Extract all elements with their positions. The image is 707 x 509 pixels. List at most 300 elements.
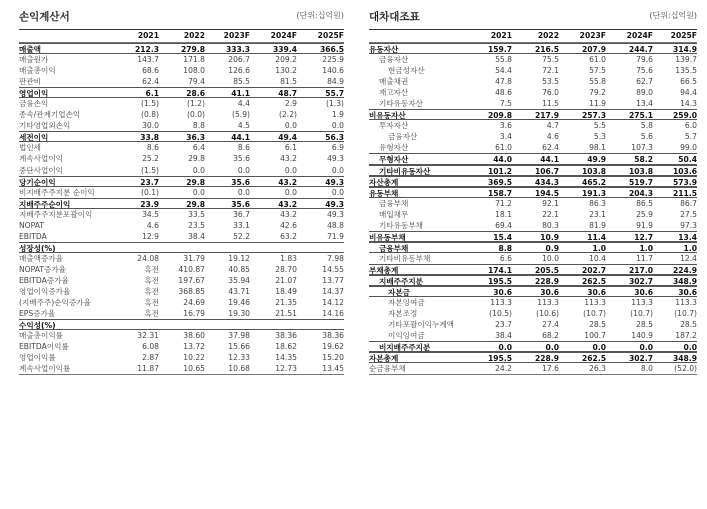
row-value: 76.0 — [542, 88, 559, 98]
row-value: 100.7 — [584, 331, 606, 341]
table-row — [369, 65, 697, 76]
row-value: 97.3 — [680, 220, 697, 230]
row-label: 계속사업이익률 — [19, 364, 71, 374]
table-row — [19, 176, 344, 187]
row-label: NOPAT — [19, 220, 44, 230]
row-value: (52.0) — [674, 364, 697, 374]
row-value: 158.7 — [487, 188, 512, 198]
table-row — [369, 330, 697, 341]
row-value: 30.6 — [634, 288, 653, 298]
row-value: 38.60 — [183, 331, 205, 341]
header-year: 2024F — [270, 31, 297, 40]
row-value: 14.16 — [322, 309, 344, 319]
header-year: 2025F — [317, 31, 344, 40]
row-value: 31.79 — [183, 253, 205, 263]
row-value: 23.7 — [140, 177, 159, 187]
row-value: 16.79 — [183, 309, 205, 319]
row-label: 투자자산 — [379, 121, 409, 131]
table-row — [369, 352, 697, 363]
row-value: 48.6 — [495, 88, 512, 98]
row-value: 36.3 — [186, 133, 205, 143]
row-value: 202.7 — [581, 265, 606, 275]
row-value: 44.1 — [231, 133, 250, 143]
row-value: 49.3 — [327, 209, 344, 219]
row-value: 410.87 — [178, 264, 205, 274]
row-value: 368.85 — [178, 287, 205, 297]
row-value: 30.6 — [540, 288, 559, 298]
row-value: 259.0 — [672, 111, 697, 121]
row-value: 0.9 — [545, 243, 559, 253]
row-value: 44.1 — [540, 155, 559, 165]
table-row — [19, 76, 344, 87]
row-value: 228.9 — [534, 276, 559, 286]
table-row — [19, 187, 344, 198]
table-row — [369, 242, 697, 253]
row-value: 217.0 — [628, 265, 653, 275]
row-value: 24.08 — [137, 253, 159, 263]
row-label: 비유동부채 — [369, 232, 406, 242]
row-value: 113.3 — [584, 298, 606, 308]
balance-sheet-unit: (단위:십억원) — [649, 11, 697, 20]
table-row — [19, 341, 344, 352]
row-value: 29.8 — [186, 177, 205, 187]
row-value: 1.83 — [280, 253, 297, 263]
row-value: 79.2 — [589, 88, 606, 98]
table-row — [369, 187, 697, 198]
table-row — [369, 341, 697, 352]
row-value: 71.2 — [495, 198, 512, 208]
row-value: 0.0 — [639, 343, 653, 353]
row-value: 84.9 — [327, 77, 344, 87]
row-label: 기타비유동부채 — [379, 253, 431, 263]
row-value: 48.7 — [278, 89, 297, 99]
row-value: 26.3 — [589, 364, 606, 374]
row-label: 부채총계 — [369, 265, 399, 275]
row-value: 140.6 — [322, 66, 344, 76]
row-value: 4.6 — [146, 220, 159, 230]
row-label: 기타유동자산 — [379, 99, 424, 109]
row-value: 113.3 — [675, 298, 697, 308]
row-value: 13.4 — [678, 232, 697, 242]
header-year: 2025F — [670, 31, 697, 40]
row-value: 8.6 — [146, 143, 159, 153]
row-value: 14.55 — [322, 264, 344, 274]
row-label: 성장성(%) — [19, 243, 56, 253]
row-value: 0.0 — [331, 165, 344, 175]
row-value: 2.9 — [284, 99, 297, 109]
table-row — [369, 165, 697, 176]
row-value: 465.2 — [581, 177, 606, 187]
row-value: 0.0 — [683, 343, 697, 353]
row-value: 5.6 — [640, 132, 653, 142]
row-value: 204.3 — [628, 188, 653, 198]
row-value: 12.9 — [142, 231, 159, 241]
row-value: 11.9 — [589, 99, 606, 109]
row-value: 1.0 — [639, 243, 653, 253]
table-row — [369, 54, 697, 65]
row-value: 209.8 — [487, 111, 512, 121]
row-value: 29.8 — [188, 154, 205, 164]
row-value: 6.9 — [331, 143, 344, 153]
row-label: 자본조정 — [388, 309, 418, 319]
row-value: 10.22 — [183, 353, 205, 363]
row-label: 기타비유동자산 — [379, 166, 431, 176]
row-value: 0.0 — [545, 343, 559, 353]
row-value: (10.7) — [674, 309, 697, 319]
row-value: 216.5 — [534, 45, 559, 54]
row-value: 302.7 — [628, 276, 653, 286]
row-value: 302.7 — [628, 354, 653, 364]
row-label: 지배주주순이익 — [19, 199, 71, 209]
row-value: 75.5 — [542, 55, 559, 65]
row-value: 흑전 — [144, 275, 159, 285]
row-value: (1.5) — [140, 99, 159, 109]
row-value: 106.7 — [534, 166, 559, 176]
row-label: EBITDA — [19, 231, 47, 241]
row-value: 28.5 — [636, 320, 653, 330]
row-value: 5.3 — [593, 132, 606, 142]
row-value: 38.36 — [275, 331, 297, 341]
row-value: 33.8 — [140, 133, 159, 143]
row-value: 52.2 — [233, 231, 250, 241]
row-value: 21.07 — [275, 275, 297, 285]
table-row — [369, 297, 697, 308]
row-label: 매출채권 — [379, 77, 409, 87]
row-value: 11.5 — [542, 99, 559, 109]
row-value: 12.73 — [275, 364, 297, 374]
row-value: 35.6 — [231, 177, 250, 187]
row-value: 348.9 — [672, 354, 697, 364]
row-value: 18.62 — [275, 342, 297, 352]
row-value: 33.1 — [233, 220, 250, 230]
row-label: (지배주주)순익증가율 — [19, 298, 91, 308]
row-value: 15.4 — [493, 232, 512, 242]
row-value: 66.5 — [680, 77, 697, 87]
row-value: 17.6 — [542, 364, 559, 374]
row-value: 29.8 — [186, 199, 205, 209]
row-value: 38.4 — [188, 231, 205, 241]
row-value: 71.9 — [327, 231, 344, 241]
row-value: 68.6 — [142, 66, 159, 76]
income-statement-table — [19, 43, 344, 375]
row-value: 339.4 — [272, 45, 297, 54]
table-row — [369, 308, 697, 319]
header-year: 2022 — [183, 31, 205, 40]
row-value: 6.6 — [499, 253, 512, 263]
row-value: 10.68 — [228, 364, 250, 374]
row-value: 62.4 — [542, 143, 559, 153]
row-value: 25.2 — [142, 154, 159, 164]
row-value: 159.7 — [487, 45, 512, 54]
row-value: 0.0 — [284, 165, 297, 175]
row-value: 79.4 — [188, 77, 205, 87]
row-value: (1.5) — [140, 165, 159, 175]
row-label: 매출원가 — [19, 55, 49, 65]
row-value: 18.49 — [275, 287, 297, 297]
row-value: 41.1 — [231, 89, 250, 99]
row-value: 174.1 — [487, 265, 512, 275]
row-label: 영업이익증가율 — [19, 287, 71, 297]
row-value: 38.36 — [322, 331, 344, 341]
row-value: (0.8) — [140, 110, 159, 120]
row-value: 107.3 — [631, 143, 653, 153]
row-value: 28.5 — [589, 320, 606, 330]
row-value: 63.2 — [280, 231, 297, 241]
row-value: 24.2 — [495, 364, 512, 374]
table-row — [369, 264, 697, 275]
row-value: 69.4 — [495, 220, 512, 230]
row-value: 11.7 — [636, 253, 653, 263]
row-value: 103.6 — [672, 166, 697, 176]
table-row — [19, 253, 344, 264]
row-label: 매출총이익 — [19, 66, 56, 76]
row-value: 35.6 — [231, 199, 250, 209]
row-value: 92.1 — [542, 198, 559, 208]
row-value: 43.71 — [228, 287, 250, 297]
table-row — [369, 231, 697, 242]
row-value: 36.7 — [233, 209, 250, 219]
row-value: 13.77 — [322, 275, 344, 285]
row-value: 212.3 — [134, 45, 159, 54]
header-year: 2021 — [490, 31, 512, 40]
row-value: (10.5) — [489, 309, 512, 319]
row-value: 흑전 — [144, 298, 159, 308]
row-value: 91.9 — [636, 220, 653, 230]
row-value: 126.6 — [228, 66, 250, 76]
table-row — [19, 54, 344, 65]
table-row — [19, 165, 344, 176]
row-value: 19.30 — [228, 309, 250, 319]
row-value: 55.8 — [495, 55, 512, 65]
header-year: 2022 — [537, 31, 559, 40]
row-value: 54.4 — [495, 66, 512, 76]
row-label: 유동부채 — [369, 188, 399, 198]
row-value: 23.9 — [140, 199, 159, 209]
row-value: 279.8 — [180, 45, 205, 54]
row-value: 1.9 — [331, 110, 344, 120]
row-value: 206.7 — [228, 55, 250, 65]
row-label: 유동자산 — [369, 45, 399, 54]
row-label: 금융부채 — [379, 198, 409, 208]
row-value: 224.9 — [672, 265, 697, 275]
row-value: 21.51 — [275, 309, 297, 319]
row-value: 257.3 — [581, 111, 606, 121]
row-label: 무형자산 — [379, 155, 409, 165]
table-row — [19, 220, 344, 231]
row-value: 13.4 — [636, 99, 653, 109]
row-label: 세전이익 — [19, 133, 49, 143]
row-value: 85.5 — [233, 77, 250, 87]
row-value: 195.5 — [487, 276, 512, 286]
row-value: 11.4 — [587, 232, 606, 242]
row-value: 33.5 — [188, 209, 205, 219]
row-value: 22.1 — [542, 209, 559, 219]
row-label: 비지배주주지분 — [379, 343, 431, 353]
row-value: 49.3 — [325, 199, 344, 209]
table-row — [19, 65, 344, 76]
table-row — [369, 87, 697, 98]
row-value: 49.3 — [325, 177, 344, 187]
row-value: 28.6 — [186, 89, 205, 99]
row-value: 23.7 — [495, 320, 512, 330]
row-value: 0.0 — [284, 121, 297, 131]
row-value: 2.87 — [142, 353, 159, 363]
row-value: 19.46 — [228, 298, 250, 308]
row-label: 매출액증가율 — [19, 253, 64, 263]
row-value: 8.8 — [498, 243, 512, 253]
row-value: 7.5 — [499, 99, 512, 109]
row-value: 191.3 — [581, 188, 606, 198]
row-value: 44.0 — [493, 155, 512, 165]
row-value: 0.0 — [284, 187, 297, 197]
row-value: 1.0 — [592, 243, 606, 253]
row-value: 5.5 — [593, 121, 606, 131]
row-value: 흑전 — [144, 287, 159, 297]
row-value: 11.87 — [137, 364, 159, 374]
table-row — [369, 319, 697, 330]
row-value: 135.5 — [675, 66, 697, 76]
row-value: 197.67 — [178, 275, 205, 285]
row-value: 80.3 — [542, 220, 559, 230]
row-value: 262.5 — [581, 276, 606, 286]
row-label: 비유동자산 — [369, 111, 406, 121]
row-value: 15.20 — [322, 353, 344, 363]
row-value: 21.35 — [275, 298, 297, 308]
row-value: 43.2 — [278, 199, 297, 209]
row-value: 18.1 — [495, 209, 512, 219]
row-value: 58.2 — [634, 155, 653, 165]
table-row — [369, 253, 697, 264]
row-label: 비지배주주지분 순이익 — [19, 187, 95, 197]
row-value: 103.8 — [581, 166, 606, 176]
row-value: 19.62 — [322, 342, 344, 352]
table-row — [19, 330, 344, 341]
income-statement-title: 손익계산서 — [19, 11, 70, 23]
row-value: 0.0 — [237, 165, 250, 175]
row-value: (1.3) — [325, 99, 344, 109]
row-label: 자본잉여금 — [388, 298, 425, 308]
row-label: 판관비 — [19, 77, 42, 87]
row-value: 113.3 — [631, 298, 653, 308]
row-value: 27.4 — [542, 320, 559, 330]
row-value: 49.4 — [278, 133, 297, 143]
row-value: 89.0 — [636, 88, 653, 98]
header-year: 2024F — [626, 31, 653, 40]
row-value: 6.4 — [192, 143, 205, 153]
row-value: 흑전 — [144, 264, 159, 274]
row-value: 79.6 — [636, 55, 653, 65]
row-value: 4.7 — [546, 121, 559, 131]
table-row — [19, 264, 344, 275]
row-value: 30.0 — [142, 121, 159, 131]
row-value: 195.5 — [487, 354, 512, 364]
row-value: 5.8 — [640, 121, 653, 131]
table-row — [19, 131, 344, 142]
row-value: 113.3 — [537, 298, 559, 308]
row-value: 171.8 — [183, 55, 205, 65]
row-label: 당기순이익 — [19, 177, 56, 187]
row-label: 재고자산 — [379, 88, 409, 98]
row-value: 4.4 — [237, 99, 250, 109]
row-value: 573.9 — [672, 177, 697, 187]
row-value: 369.5 — [487, 177, 512, 187]
row-value: 30.6 — [678, 288, 697, 298]
row-value: 흑전 — [144, 309, 159, 319]
row-value: 225.9 — [322, 55, 344, 65]
table-row — [19, 286, 344, 297]
row-value: 348.9 — [672, 276, 697, 286]
table-row — [19, 231, 344, 242]
row-value: (10.7) — [630, 309, 653, 319]
row-value: 55.8 — [589, 77, 606, 87]
row-value: 94.4 — [680, 88, 697, 98]
row-value: 5.7 — [684, 132, 697, 142]
row-value: (1.2) — [186, 99, 205, 109]
row-label: 종속/관계기업손익 — [19, 110, 81, 120]
row-label: EPS증가율 — [19, 309, 56, 319]
row-value: 8.8 — [192, 121, 205, 131]
row-value: (2.2) — [278, 110, 297, 120]
row-value: 48.8 — [327, 220, 344, 230]
row-value: 4.5 — [237, 121, 250, 131]
row-value: 275.1 — [628, 111, 653, 121]
row-value: 53.5 — [542, 77, 559, 87]
row-value: 13.72 — [183, 342, 205, 352]
row-value: 0.0 — [592, 343, 606, 353]
row-value: 366.5 — [319, 45, 344, 54]
table-row — [19, 87, 344, 98]
table-row — [369, 131, 697, 142]
row-value: 0.0 — [192, 165, 205, 175]
balance-sheet-table — [369, 43, 697, 375]
row-value: 0.0 — [331, 121, 344, 131]
row-value: 244.7 — [628, 45, 653, 54]
table-row — [19, 198, 344, 209]
table-row — [369, 363, 697, 374]
row-value: 40.85 — [228, 264, 250, 274]
row-value: 61.0 — [495, 143, 512, 153]
row-label: 자본총계 — [369, 354, 399, 364]
table-row — [19, 98, 344, 109]
row-value: 6.0 — [684, 121, 697, 131]
row-value: 86.7 — [680, 198, 697, 208]
table-row — [369, 275, 697, 286]
row-value: 43.2 — [280, 154, 297, 164]
row-value: 68.2 — [542, 331, 559, 341]
row-value: 34.5 — [142, 209, 159, 219]
row-label: EBITDA이익률 — [19, 342, 69, 352]
row-value: 24.69 — [183, 298, 205, 308]
row-value: 194.5 — [534, 188, 559, 198]
row-label: 매입채무 — [379, 209, 409, 219]
row-value: 13.45 — [322, 364, 344, 374]
income-statement-header — [19, 29, 344, 43]
row-value: 4.6 — [546, 132, 559, 142]
table-row — [369, 76, 697, 87]
row-label: 중단사업이익 — [19, 165, 64, 175]
row-value: 333.3 — [225, 45, 250, 54]
row-value: 6.08 — [142, 342, 159, 352]
table-row — [369, 286, 697, 297]
table-row — [19, 242, 344, 253]
row-value: 49.9 — [587, 155, 606, 165]
row-value: 62.4 — [142, 77, 159, 87]
row-label: 유형자산 — [379, 143, 409, 153]
row-value: 14.3 — [680, 99, 697, 109]
row-value: 43.2 — [280, 209, 297, 219]
row-value: 19.12 — [228, 253, 250, 263]
row-value: 47.8 — [495, 77, 512, 87]
